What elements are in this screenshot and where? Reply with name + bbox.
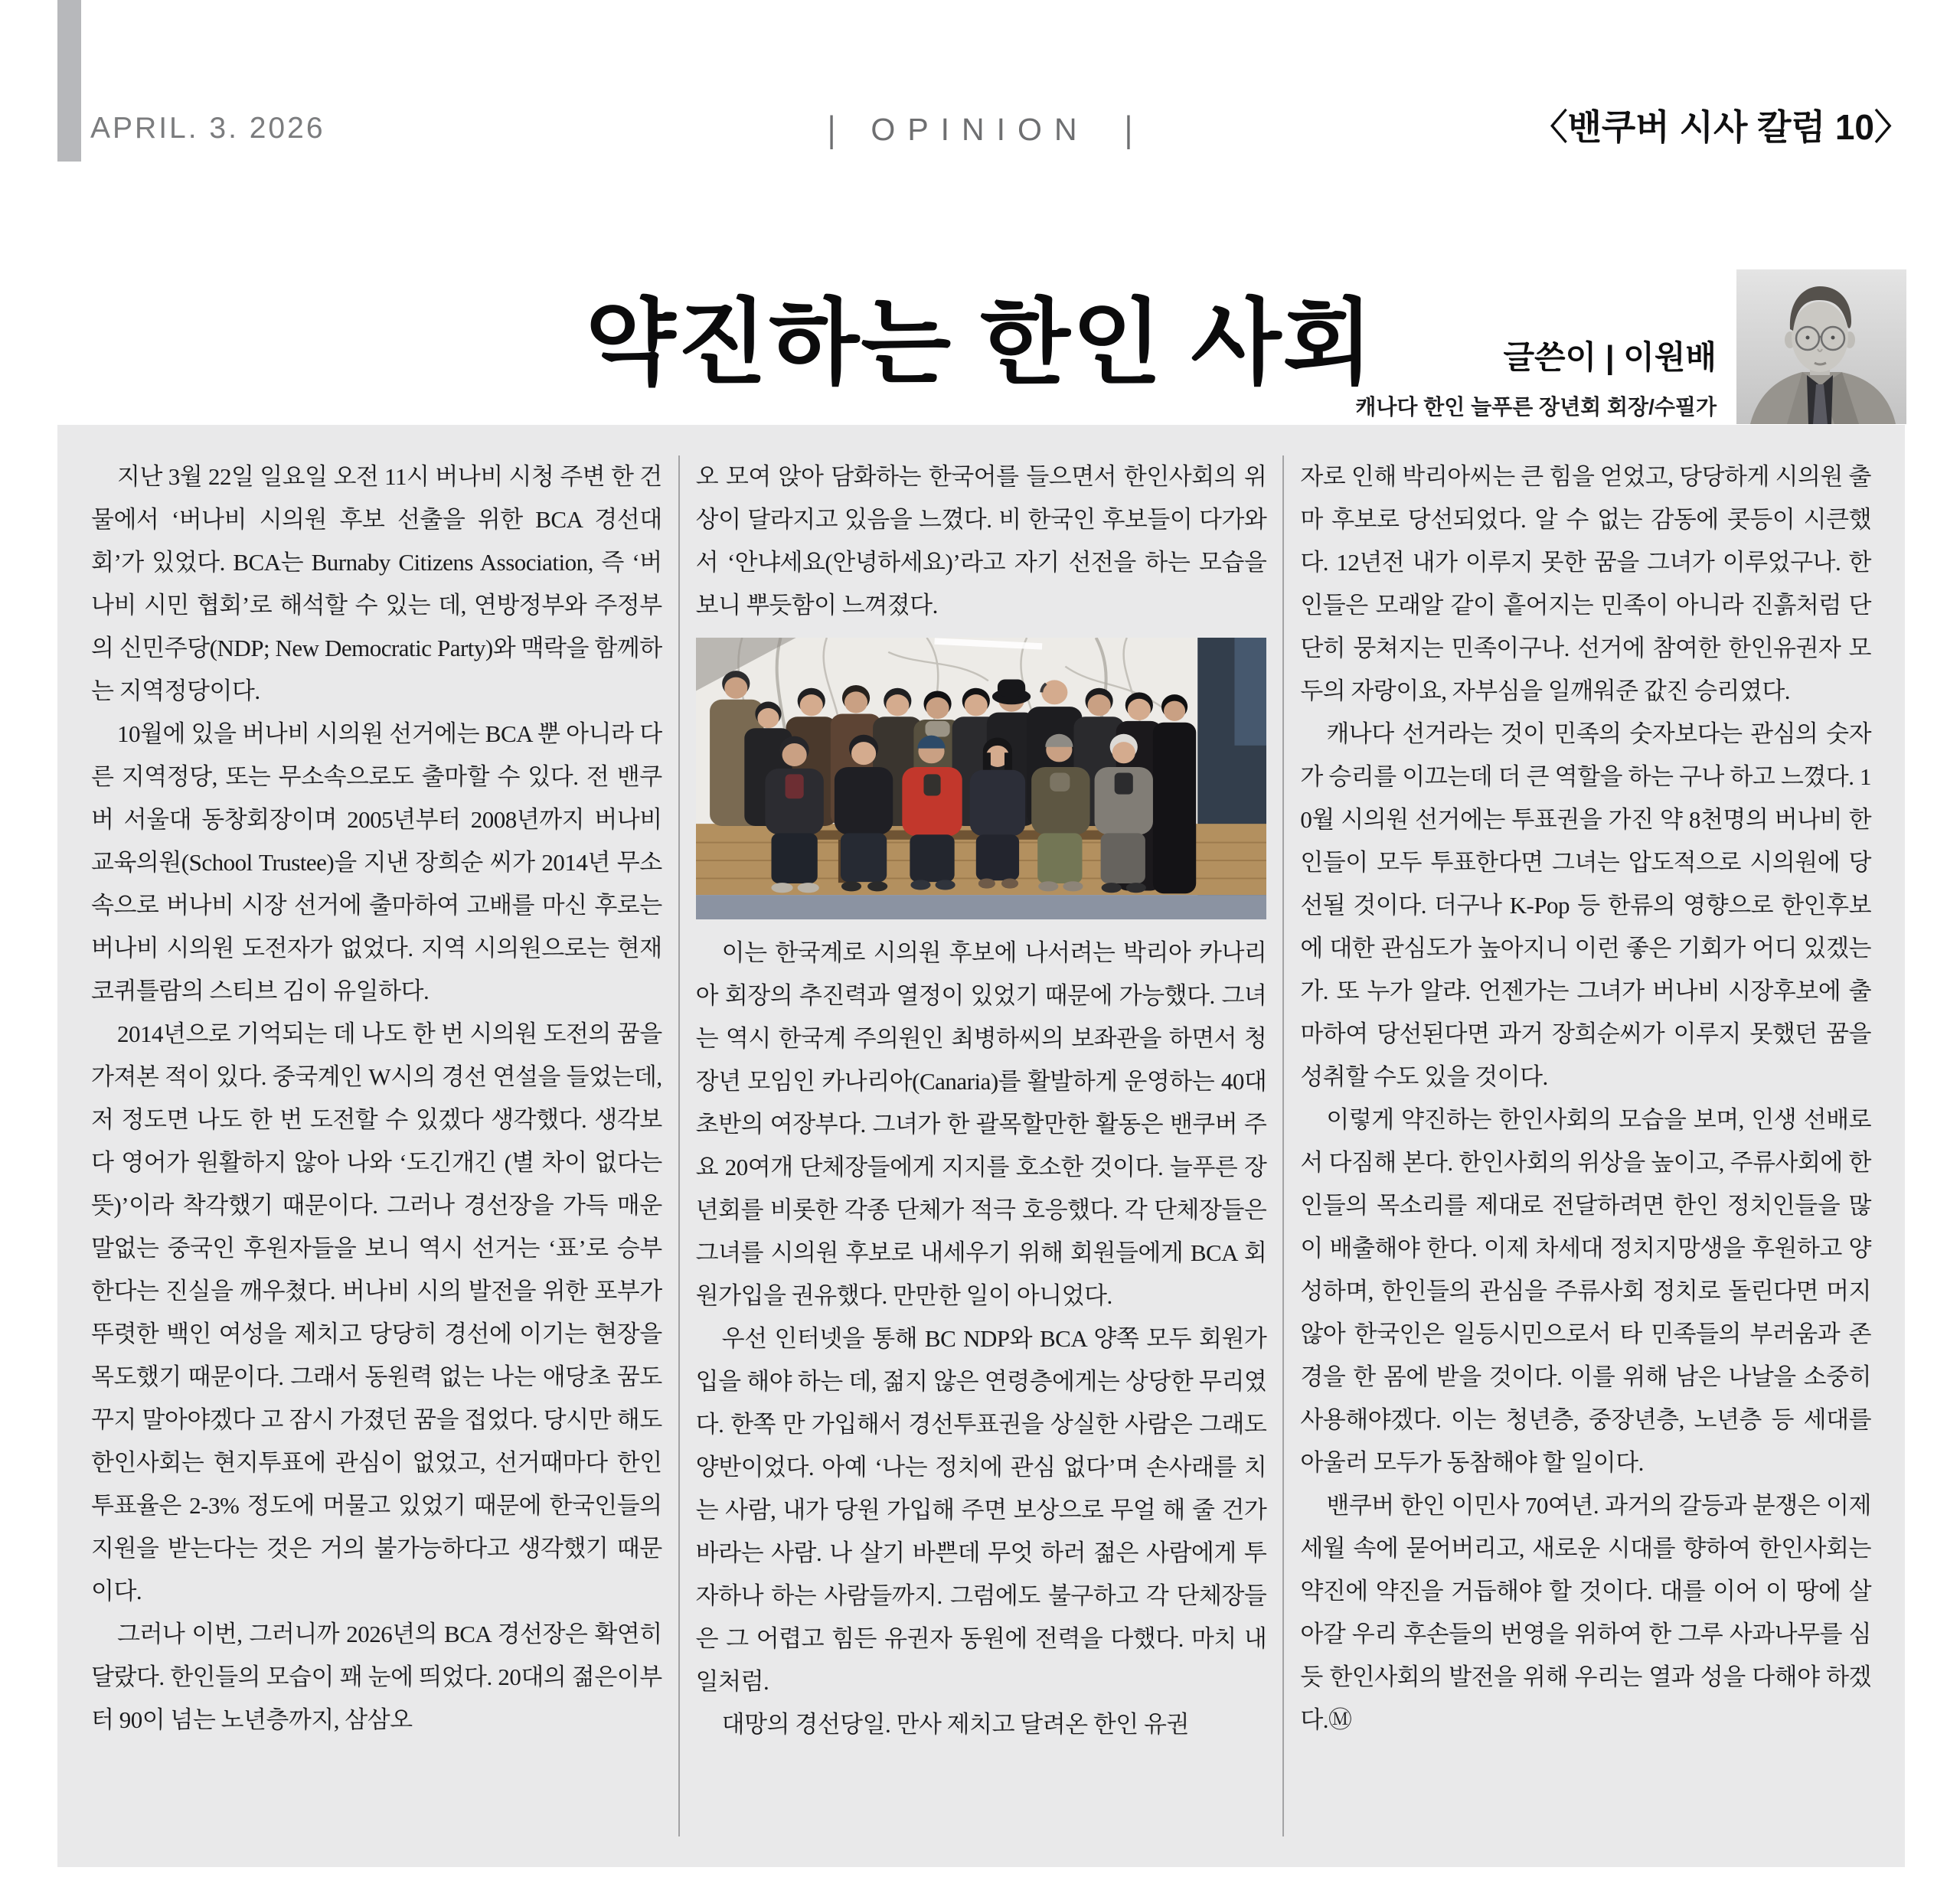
paragraph: 오 모여 앉아 담화하는 한국어를 들으면서 한인사회의 위상이 달라지고 있음을 느꼈다. 비 한국인 후보들이 다가와서 ‘안냐세요(안녕하세요)’라고 자기 선전을 하는 모습을 보니 뿌듯함이 느껴졌다. [695, 463, 1267, 619]
column-divider [1282, 455, 1284, 1836]
article-body [57, 425, 1905, 1867]
article-column-2 [696, 455, 1267, 1836]
author-name: 글쓴이 | 이원배 [1503, 339, 1717, 375]
author-role: 캐나다 한인 늘푸른 장년회 회장/수필가 [1355, 395, 1717, 419]
author-block [1355, 269, 1906, 424]
paragraph: 지난 3월 22일 일요일 오전 11시 버나비 시청 주변 한 건물에서 ‘버나비 시의원 후보 선출을 위한 BCA 경선대회’가 있었다. BCA는 Burnaby Citizens Association, 즉 ‘버나비 시민 협회’로 해석할 수 있는 데, 연방정부와 주정부의 신민주당(NDP; New Democratic Party)와 맥락을 함께하는 지역정당이다. [91, 463, 662, 704]
issue-date: APRIL. 3. 2026 [90, 112, 325, 145]
article-title: 약진하는 한인 사회 [585, 290, 1375, 395]
author-portrait-photo [1736, 269, 1906, 424]
column-series-label: 〈밴쿠버 시사 칼럼 10〉 [1532, 107, 1909, 147]
section-title: OPINION [871, 112, 1089, 147]
section-bar-right: | [1124, 109, 1133, 150]
paragraph: 이는 한국계로 시의원 후보에 나서려는 박리아 카나리아 회장의 추진력과 열정이 있었기 때문에 가능했다. 그녀는 역시 한국계 주의원인 최병하씨의 보좌관을 하면서 청장년 모임인 카나리아(Canaria)를 활발하게 운영하는 40대 초반의 여장부다. 그녀가 한 괄목할만한 활동은 밴쿠버 주요 20여개 단체장들에게 지지를 호소한 것이다. 늘푸른 장년회를 비롯한 각종 단체가 적극 호응했다. 각 단체장들은 그녀를 시의원 후보로 내세우기 위해 회원들에게 BCA 회원가입을 권유했다. 만만한 일이 아니었다. [695, 939, 1267, 1309]
paragraph: 이렇게 약진하는 한인사회의 모습을 보며, 인생 선배로서 다짐해 본다. 한인사회의 위상을 높이고, 주류사회에 한인들의 목소리를 제대로 전달하려면 한인 정치인들을 많이 배출해야 한다. 이제 차세대 정치지망생을 후원하고 양성하며, 한인들의 관심을 주류사회 정치로 돌린다면 머지않아 한국인은 일등시민으로서 타 민족들의 부러움과 존경을 한 몸에 받을 것이다. 이를 위해 남은 나날을 소중히 사용해야겠다. 이는 청년층, 중장년층, 노년층 등 세대를 아울러 모두가 동참해야 할 일이다. [1300, 1106, 1872, 1476]
paragraph: 자로 인해 박리아씨는 큰 힘을 얻었고, 당당하게 시의원 출마 후보로 당선되었다. 알 수 없는 감동에 콧등이 시큰했다. 12년전 내가 이루지 못한 꿈을 그녀가 이루었구나. 한인들은 모래알 같이 흩어지는 민족이 아니라 진흙처럼 단단히 뭉쳐지는 민족이구나. 선거에 참여한 한인유권자 모두의 자랑이요, 자부심을 일깨워준 값진 승리였다. [1300, 463, 1872, 704]
group-photo [696, 638, 1267, 919]
paragraph: 캐나다 선거라는 것이 민족의 숫자보다는 관심의 숫자가 승리를 이끄는데 더 큰 역할을 하는 구나 하고 느꼈다. 10월 시의원 선거에는 투표권을 가진 약 8천명의 버나비 한인들이 모두 투표한다면 그녀는 압도적으로 시의원에 당선될 것이다. 더구나 K-Pop 등 한류의 영향으로 한인후보에 대한 관심도가 높아지니 이런 좋은 기회가 어디 있겠는가. 또 누가 알랴. 언젠가는 그녀가 버나비 시장후보에 출마하여 당선된다면 과거 장희순씨가 이루지 못했던 꿈을 성취할 수도 있을 것이다. [1300, 720, 1872, 1090]
article-column-3 [1300, 455, 1871, 1836]
paragraph: 대망의 경선당일. 만사 제치고 달려온 한인 유권 [721, 1711, 1189, 1738]
paragraph: 10월에 있을 버나비 시의원 선거에는 BCA 뿐 아니라 다른 지역정당, 또는 무소속으로도 출마할 수 있다. 전 밴쿠버 서울대 동창회장이며 2005년부터 2008년까지 버나비 교육의원(School Trustee)을 지낸 장희순 씨가 2014년 무소속으로 버나비 시장 선거에 출마하여 고배를 마신 후로는 버나비 시의원 도전자가 없었다. 지역 시의원으로는 현재 코퀴틀람의 스티브 김이 유일하다. [91, 720, 662, 1004]
paragraph: 그러나 이번, 그러니까 2026년의 BCA 경선장은 확연히 달랐다. 한인들의 모습이 꽤 눈에 띄었다. 20대의 젊은이부터 90이 넘는 노년층까지, 삼삼오 [91, 1621, 662, 1733]
byline [1355, 332, 1717, 424]
paragraph: 밴쿠버 한인 이민사 70여년. 과거의 갈등과 분쟁은 이제 세월 속에 묻어버리고, 새로운 시대를 향하여 한인사회는 약진에 약진을 거듭해야 할 것이다. 대를 이어 이 땅에 살아갈 우리 후손들의 번영을 위하여 한 그루 사과나무를 심듯 한인사회의 발전을 위해 우리는 열과 성을 다해야 하겠다.Ⓜ [1300, 1492, 1872, 1733]
paragraph: 2014년으로 기억되는 데 나도 한 번 시의원 도전의 꿈을 가져본 적이 있다. 중국계인 W시의 경선 연설을 들었는데, 저 정도면 나도 한 번 도전할 수 있겠다 생각했다. 생각보다 영어가 원활하지 않아 나와 ‘도긴개긴 (별 차이 없다는 뜻)’이라 착각했기 때문이다. 그러나 경선장을 가득 매운 말없는 중국인 후원자들을 보니 역시 선거는 ‘표’로 승부한다는 진실을 깨우쳤다. 버나비 시의 발전을 위한 포부가 뚜렷한 백인 여성을 제치고 당당히 경선에 이기는 현장을 목도했기 때문이다. 그래서 동원력 없는 나는 애당초 꿈도 꾸지 말아야겠다 고 잠시 가졌던 꿈을 접었다. 당시만 해도 한인사회는 현지투표에 관심이 없었고, 선거때마다 한인 투표율은 2-3% 정도에 머물고 있었기 때문에 한국인들의 지원을 받는다는 것은 거의 불가능하다고 생각했기 때문이다. [91, 1020, 662, 1605]
paragraph: 우선 인터넷을 통해 BC NDP와 BCA 양쪽 모두 회원가입을 해야 하는 데, 젊지 않은 연령층에게는 상당한 무리였다. 한쪽 만 가입해서 경선투표권을 상실한 사람은 그래도 양반이었다. 아예 ‘나는 정치에 관심 없다’며 손사래를 치는 사람, 내가 당원 가입해 주면 보상으로 무얼 해 줄 건가 바라는 사람. 나 살기 바쁜데 무엇 하러 젊은 사람에게 투자하나 하는 사람들까지. 그럼에도 불구하고 각 단체장들은 그 어렵고 힘든 유권자 동원에 전력을 다했다. 마치 내 일처럼. [695, 1325, 1267, 1695]
section-bar-left: | [827, 109, 836, 150]
article-column-1 [91, 455, 662, 1836]
column-divider [678, 455, 680, 1836]
